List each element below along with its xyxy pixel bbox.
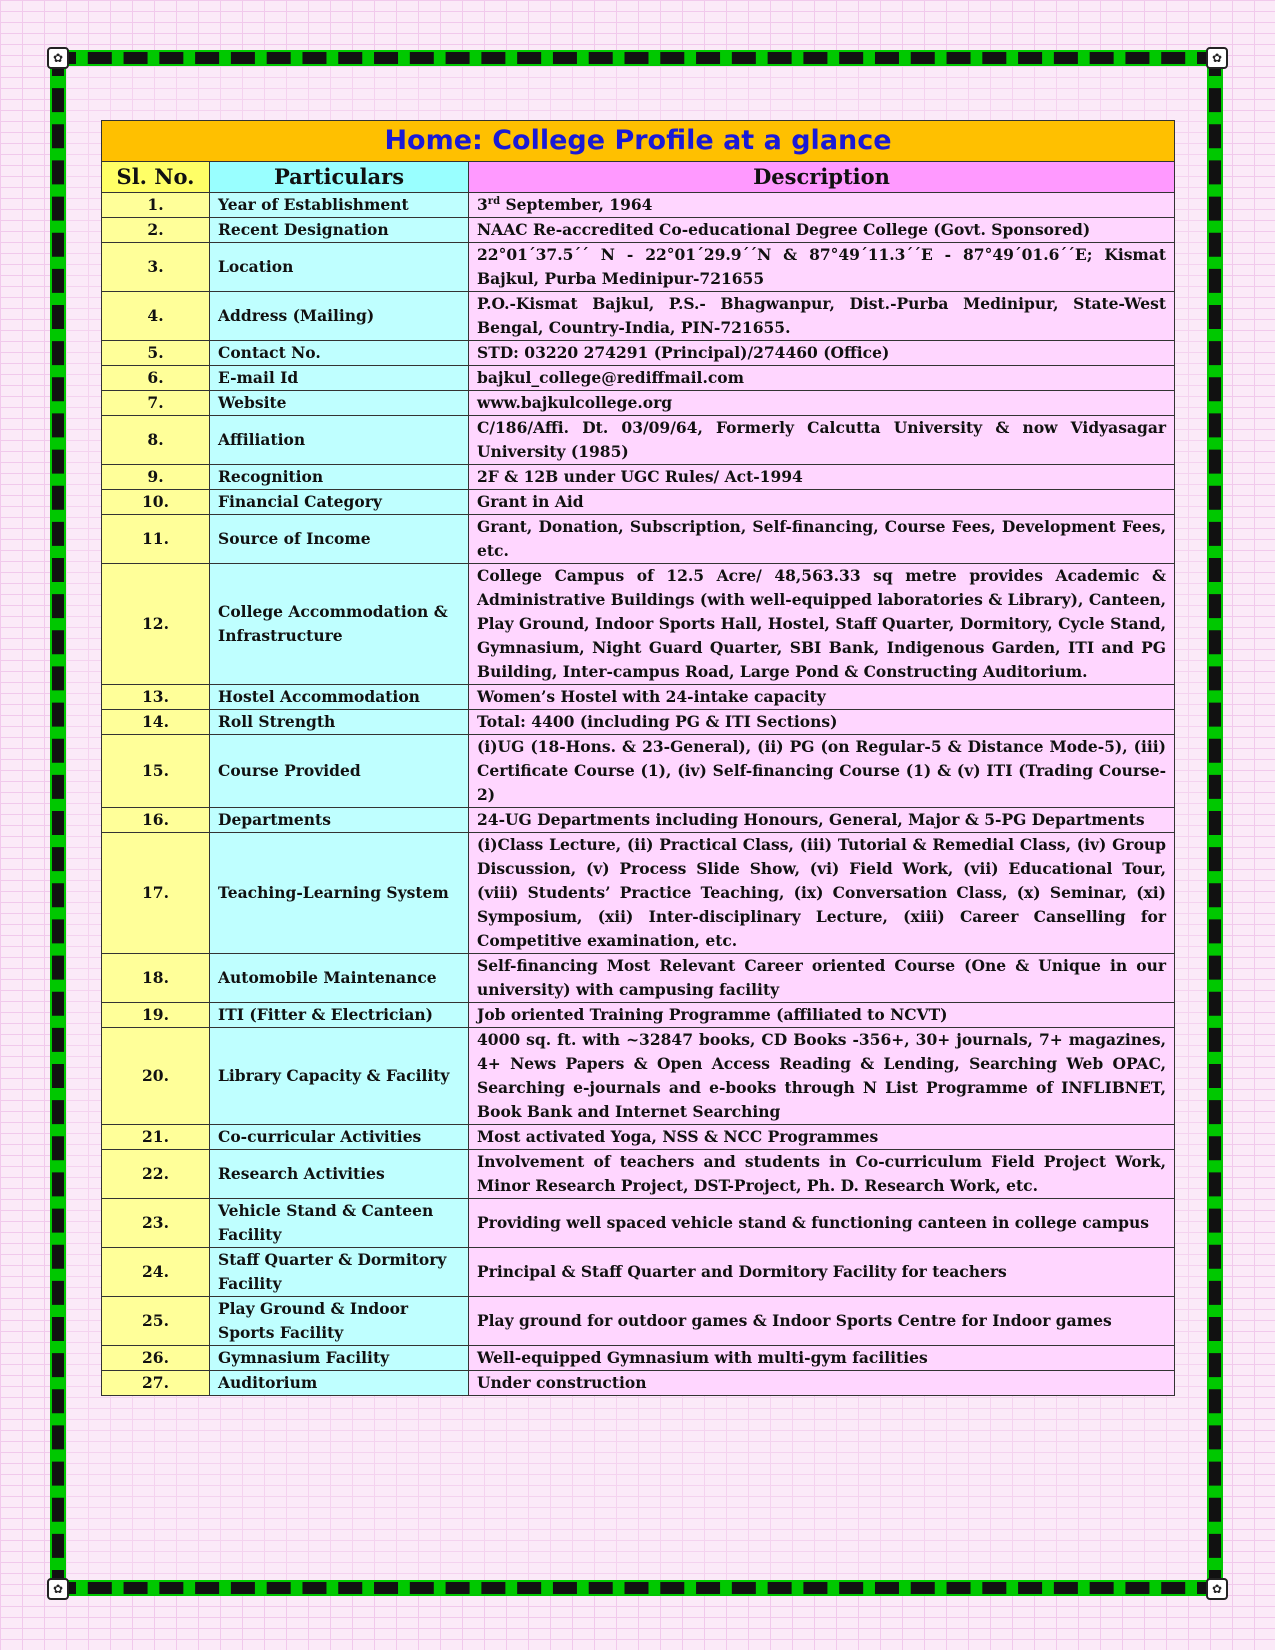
- row-particular: Vehicle Stand & Canteen Facility: [210, 1199, 469, 1248]
- row-sl-number: 10.: [102, 490, 210, 515]
- row-description: STD: 03220 274291 (Principal)/274460 (Office): [469, 341, 1175, 366]
- row-sl-number: 5.: [102, 341, 210, 366]
- table-row: [102, 1150, 1175, 1199]
- table-row: [102, 465, 1175, 490]
- row-particular: Recognition: [210, 465, 469, 490]
- table-row: [102, 391, 1175, 416]
- table-row: [102, 1248, 1175, 1297]
- table-row: [102, 416, 1175, 465]
- row-sl-number: 14.: [102, 710, 210, 735]
- row-particular: Research Activities: [210, 1150, 469, 1199]
- row-description: Grant, Donation, Subscription, Self-financing, Course Fees, Development Fees, etc.: [469, 515, 1175, 564]
- row-description: Under construction: [469, 1371, 1175, 1396]
- row-description: 22°01´37.5´´ N - 22°01´29.9´´N & 87°49´11.3´´E - 87°49´01.6´´E; Kismat Bajkul, Purba Medinipur-721655: [469, 243, 1175, 292]
- row-description: Providing well spaced vehicle stand & functioning canteen in college campus: [469, 1199, 1175, 1248]
- row-description: NAAC Re-accredited Co-educational Degree College (Govt. Sponsored): [469, 218, 1175, 243]
- table-row: [102, 490, 1175, 515]
- row-particular: Source of Income: [210, 515, 469, 564]
- row-description: Grant in Aid: [469, 490, 1175, 515]
- table-row: [102, 243, 1175, 292]
- table-row: [102, 1371, 1175, 1396]
- row-description: C/186/Affi. Dt. 03/09/64, Formerly Calcutta University & now Vidyasagar University (1985): [469, 416, 1175, 465]
- table-row: [102, 954, 1175, 1003]
- row-description: www.bajkulcollege.org: [469, 391, 1175, 416]
- table-row: [102, 808, 1175, 833]
- corner-ornament-icon: ✿: [47, 1578, 69, 1600]
- table-row: [102, 1003, 1175, 1028]
- row-description: (i)UG (18-Hons. & 23-General), (ii) PG (on Regular-5 & Distance Mode-5), (iii) Certificate Course (1), (iv) Self-financing Course (1) & (v) ITI (Trading Course-2): [469, 735, 1175, 808]
- row-description: (i)Class Lecture, (ii) Practical Class, (iii) Tutorial & Remedial Class, (iv) Group Discussion, (v) Process Slide Show, (vi) Field Work, (vii) Educational Tour, (viii) Students’ Practice Teaching, (ix) Conversation Class, (x) Seminar, (xi) Symposium, (xii) Inter-disciplinary Lecture, (xiii) Career Canselling for Competitive examination, etc.: [469, 833, 1175, 954]
- row-description: Play ground for outdoor games & Indoor Sports Centre for Indoor games: [469, 1297, 1175, 1346]
- row-sl-number: 23.: [102, 1199, 210, 1248]
- row-particular: Address (Mailing): [210, 292, 469, 341]
- table-row: [102, 710, 1175, 735]
- row-particular: Affiliation: [210, 416, 469, 465]
- row-sl-number: 3.: [102, 243, 210, 292]
- table-row: [102, 735, 1175, 808]
- table-row: [102, 366, 1175, 391]
- table-row: [102, 515, 1175, 564]
- row-particular: E-mail Id: [210, 366, 469, 391]
- column-header-particulars: Particulars: [210, 162, 469, 193]
- row-sl-number: 6.: [102, 366, 210, 391]
- table-row: [102, 1297, 1175, 1346]
- row-description: 2F & 12B under UGC Rules/ Act-1994: [469, 465, 1175, 490]
- row-particular: Co-curricular Activities: [210, 1125, 469, 1150]
- row-sl-number: 4.: [102, 292, 210, 341]
- row-sl-number: 13.: [102, 685, 210, 710]
- row-description: Most activated Yoga, NSS & NCC Programmes: [469, 1125, 1175, 1150]
- row-description: bajkul_college@rediffmail.com: [469, 366, 1175, 391]
- row-description: 24-UG Departments including Honours, General, Major & 5-PG Departments: [469, 808, 1175, 833]
- row-particular: College Accommodation & Infrastructure: [210, 564, 469, 685]
- table-row: [102, 564, 1175, 685]
- row-sl-number: 18.: [102, 954, 210, 1003]
- college-profile-table: [101, 120, 1175, 1396]
- row-sl-number: 9.: [102, 465, 210, 490]
- row-particular: Play Ground & Indoor Sports Facility: [210, 1297, 469, 1346]
- row-particular: Staff Quarter & Dormitory Facility: [210, 1248, 469, 1297]
- row-particular: Auditorium: [210, 1371, 469, 1396]
- row-particular: Recent Designation: [210, 218, 469, 243]
- row-description: Self-financing Most Relevant Career oriented Course (One & Unique in our university) with campusing facility: [469, 954, 1175, 1003]
- row-sl-number: 26.: [102, 1346, 210, 1371]
- table-row: [102, 1199, 1175, 1248]
- row-particular: Contact No.: [210, 341, 469, 366]
- row-description: College Campus of 12.5 Acre/ 48,563.33 sq metre provides Academic & Administrative Buildings (with well-equipped laboratories & Library), Canteen, Play Ground, Indoor Sports Hall, Hostel, Staff Quarter, Dormitory, Cycle Stand, Gymnasium, Night Guard Quarter, SBI Bank, Indigenous Garden, ITI and PG Building, Inter-campus Road, Large Pond & Constructing Auditorium.: [469, 564, 1175, 685]
- table-row: [102, 1028, 1175, 1125]
- row-description: Women’s Hostel with 24-intake capacity: [469, 685, 1175, 710]
- row-sl-number: 27.: [102, 1371, 210, 1396]
- row-particular: Gymnasium Facility: [210, 1346, 469, 1371]
- corner-ornament-icon: ✿: [1206, 47, 1228, 69]
- row-description: Principal & Staff Quarter and Dormitory Facility for teachers: [469, 1248, 1175, 1297]
- table-row: [102, 292, 1175, 341]
- row-description: 3rd September, 1964: [469, 193, 1175, 218]
- row-sl-number: 1.: [102, 193, 210, 218]
- row-description: Involvement of teachers and students in Co-curriculum Field Project Work, Minor Research Project, DST-Project, Ph. D. Research Work, etc.: [469, 1150, 1175, 1199]
- row-particular: Course Provided: [210, 735, 469, 808]
- row-particular: Website: [210, 391, 469, 416]
- row-sl-number: 24.: [102, 1248, 210, 1297]
- row-sl-number: 11.: [102, 515, 210, 564]
- row-particular: Departments: [210, 808, 469, 833]
- row-description: Job oriented Training Programme (affiliated to NCVT): [469, 1003, 1175, 1028]
- table-row: [102, 193, 1175, 218]
- row-sl-number: 2.: [102, 218, 210, 243]
- row-description: P.O.-Kismat Bajkul, P.S.- Bhagwanpur, Dist.-Purba Medinipur, State-West Bengal, Country-India, PIN-721655.: [469, 292, 1175, 341]
- table-row: [102, 341, 1175, 366]
- row-sl-number: 25.: [102, 1297, 210, 1346]
- row-particular: Roll Strength: [210, 710, 469, 735]
- row-sl-number: 7.: [102, 391, 210, 416]
- table-row: [102, 218, 1175, 243]
- row-sl-number: 16.: [102, 808, 210, 833]
- row-particular: Year of Establishment: [210, 193, 469, 218]
- row-sl-number: 8.: [102, 416, 210, 465]
- table-row: [102, 685, 1175, 710]
- row-sl-number: 22.: [102, 1150, 210, 1199]
- row-sl-number: 17.: [102, 833, 210, 954]
- table-row: [102, 833, 1175, 954]
- row-sl-number: 20.: [102, 1028, 210, 1125]
- row-particular: Automobile Maintenance: [210, 954, 469, 1003]
- row-description: Well-equipped Gymnasium with multi-gym facilities: [469, 1346, 1175, 1371]
- row-sl-number: 19.: [102, 1003, 210, 1028]
- row-particular: Library Capacity & Facility: [210, 1028, 469, 1125]
- column-header-description: Description: [469, 162, 1175, 193]
- row-sl-number: 15.: [102, 735, 210, 808]
- page-title: Home: College Profile at a glance: [102, 121, 1175, 162]
- corner-ornament-icon: ✿: [1206, 1578, 1228, 1600]
- row-particular: Financial Category: [210, 490, 469, 515]
- row-sl-number: 12.: [102, 564, 210, 685]
- row-description: Total: 4400 (including PG & ITI Sections): [469, 710, 1175, 735]
- row-particular: ITI (Fitter & Electrician): [210, 1003, 469, 1028]
- column-header-sl-no: Sl. No.: [102, 162, 210, 193]
- row-sl-number: 21.: [102, 1125, 210, 1150]
- row-particular: Hostel Accommodation: [210, 685, 469, 710]
- table-row: [102, 1125, 1175, 1150]
- row-description: 4000 sq. ft. with ~32847 books, CD Books -356+, 30+ journals, 7+ magazines, 4+ News Papers & Open Access Reading & Lending, Searching Web OPAC, Searching e-journals and e-books through N List Programme of INFLIBNET, Book Bank and Internet Searching: [469, 1028, 1175, 1125]
- row-particular: Location: [210, 243, 469, 292]
- table-row: [102, 1346, 1175, 1371]
- row-particular: Teaching-Learning System: [210, 833, 469, 954]
- corner-ornament-icon: ✿: [47, 47, 69, 69]
